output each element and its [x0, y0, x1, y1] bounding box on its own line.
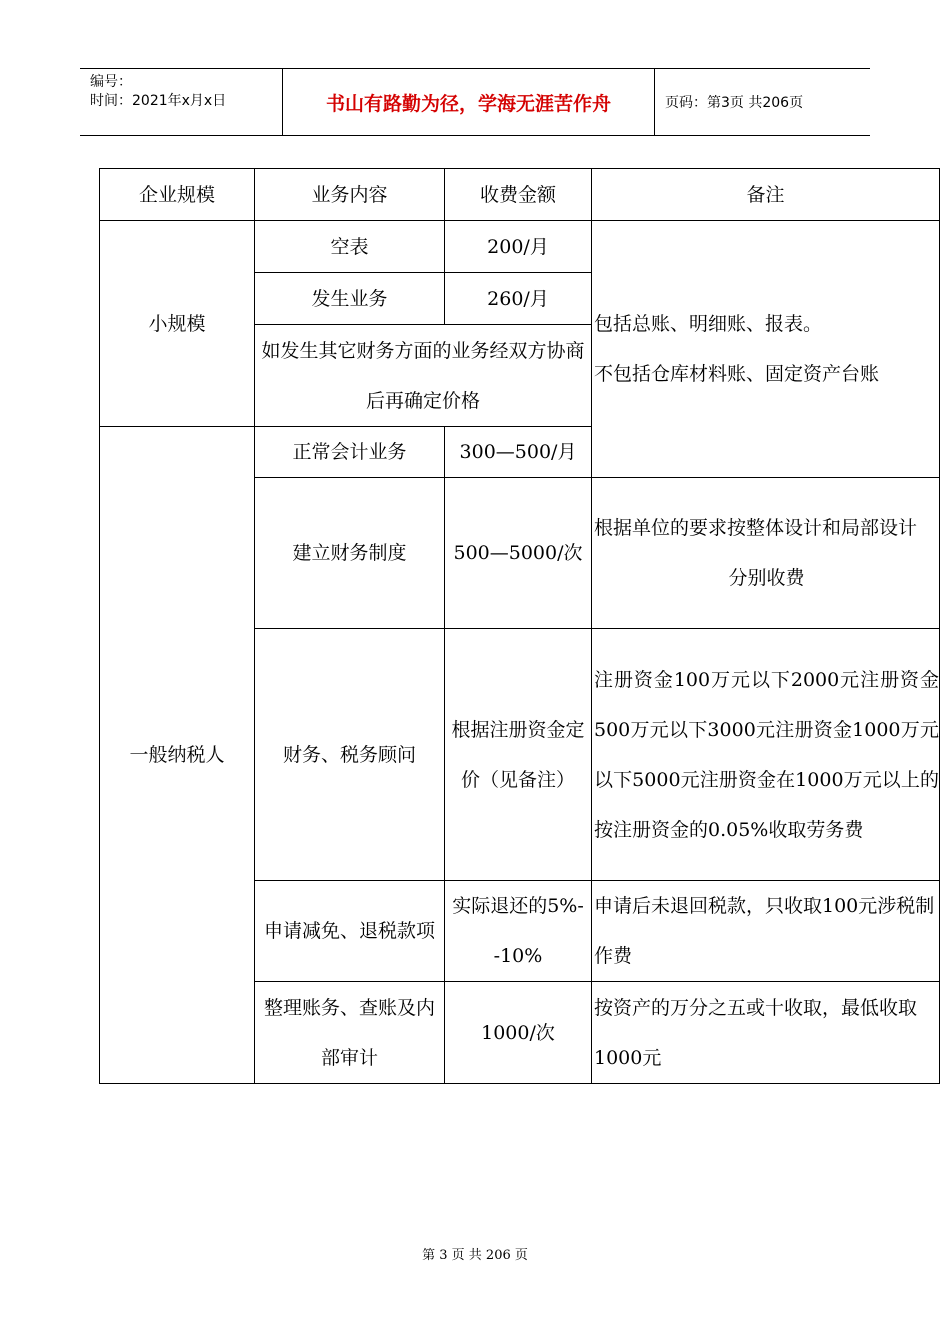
header-motto: 书山有路勤为径，学海无涯苦作舟	[282, 69, 655, 135]
fee-cell: 根据注册资金定价（见备注）	[445, 629, 592, 881]
fee-cell: 200/月	[445, 221, 592, 273]
fee-table	[99, 168, 940, 1084]
note-cell-small	[592, 221, 940, 478]
content-cell: 申请减免、退税款项	[255, 881, 445, 982]
table-row	[100, 221, 940, 273]
number-label: 编号：	[90, 74, 132, 90]
scale-cell-general: 一般纳税人	[100, 427, 255, 1084]
header-cell-fee: 收费金额	[445, 169, 592, 221]
header-cell-scale: 企业规模	[100, 169, 255, 221]
note-line: 不包括仓库材料账、固定资产台账	[594, 363, 880, 385]
fee-cell: 500—5000/次	[445, 478, 592, 629]
header-cell-note: 备注	[592, 169, 940, 221]
note-line: 包括总账、明细账、报表。	[594, 313, 823, 335]
content-cell: 发生业务	[255, 273, 445, 325]
time-label: 时间：2021年x月x日	[90, 93, 227, 109]
content-cell: 建立财务制度	[255, 478, 445, 629]
fee-cell: 260/月	[445, 273, 592, 325]
note-cell: 申请后未退回税款，只收取100元涉税制作费	[592, 881, 940, 982]
note-cell: 按资产的万分之五或十收取，最低收取1000元	[592, 982, 940, 1084]
header-page-info: 页码：第3页 共206页	[665, 95, 804, 111]
scale-cell-small: 小规模	[100, 221, 255, 427]
content-cell: 财务、税务顾问	[255, 629, 445, 881]
note-text: 根据单位的要求按整体设计和局部设计	[594, 517, 918, 539]
fee-cell: 300—500/月	[445, 427, 592, 478]
header-meta	[80, 69, 282, 135]
page-footer: 第 3 页 共 206 页	[422, 1248, 528, 1263]
table-header-row	[100, 169, 940, 221]
header-cell-content: 业务内容	[255, 169, 445, 221]
content-cell: 整理账务、查账及内部审计	[255, 982, 445, 1084]
content-cell: 空表	[255, 221, 445, 273]
other-business-cell: 如发生其它财务方面的业务经双方协商后再确定价格	[255, 325, 592, 427]
fee-cell: 1000/次	[445, 982, 592, 1084]
content-cell: 正常会计业务	[255, 427, 445, 478]
note-cell: 注册资金100万元以下2000元注册资金500万元以下3000元注册资金1000万元以下5000元注册资金在1000万元以上的按注册资金的0.05%收取劳务费	[592, 629, 940, 881]
note-cell	[592, 478, 940, 629]
fee-cell: 实际退还的5%--10%	[445, 881, 592, 982]
note-text-centered: 分别收费	[728, 567, 805, 589]
page-header	[80, 68, 870, 136]
